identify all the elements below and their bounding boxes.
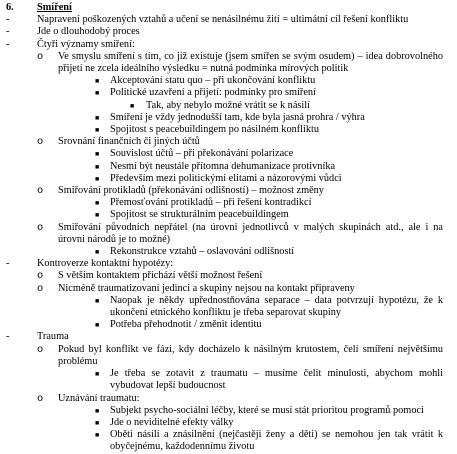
outline-item-text: Nicméně traumatizovaní jedinci a skupiny nejsou na kontakt připraveny bbox=[58, 282, 355, 294]
outline-item-text: Smíření je vždy jednodušší tam, kde byla jasná prohra / výhra bbox=[110, 111, 365, 123]
outline-item-text: Jde o neviditelné efekty války bbox=[110, 416, 234, 428]
outline-item-text: Srovnání finančních či jiných účtů bbox=[58, 136, 200, 148]
outline-item-text: Pokud byl konflikt ve fázi, kdy docházelo k násilným krutostem, čelí smíření největšímu problému bbox=[58, 343, 443, 367]
bullet-marker: ■ bbox=[95, 162, 100, 171]
outline-item-text: Smiřování protikladů (překonávání odlišností) – možnost změny bbox=[58, 185, 324, 197]
outline-item-level-0 bbox=[0, 331, 457, 343]
bullet-marker: ■ bbox=[95, 77, 100, 86]
outline-item-level-2 bbox=[0, 429, 457, 453]
bullet-marker: o bbox=[37, 221, 44, 234]
bullet-marker: ■ bbox=[95, 406, 100, 415]
bullet-marker: - bbox=[6, 26, 10, 38]
outline-item-level-3 bbox=[0, 100, 457, 112]
bullet-marker: o bbox=[37, 282, 44, 295]
outline-item-text: Smiřování původních nepřátel (na úrovni jednotlivců v malých skupinách atd., ale i na úrovni národů je to možné) bbox=[58, 221, 443, 245]
outline-item-text: Nesmí být neustále přítomna dehumanizace protivníka bbox=[110, 160, 336, 172]
outline-item-level-1 bbox=[0, 270, 457, 282]
outline-item-level-2 bbox=[0, 246, 457, 258]
outline-item-text: Přemosťování protikladů – při řešení kontradikcí bbox=[110, 197, 312, 209]
outline-item-text: Akceptování statu quo – při ukončování konfliktu bbox=[110, 75, 316, 87]
outline-item-level-1 bbox=[0, 185, 457, 197]
outline-item-level-2 bbox=[0, 161, 457, 173]
outline-item-text: Spojitost s peacebuildingem po násilném konfliktu bbox=[110, 124, 320, 136]
outline-item-level-2 bbox=[0, 368, 457, 392]
outline-item-text: Ve smyslu smíření s tím, co již existuje (jsem smířen se svým osudem) – idea dobrovolného přijetí ne zcela ideálního výsledku = nutná podmínka mírových politik bbox=[58, 50, 443, 75]
outline-item-level-0 bbox=[0, 26, 457, 38]
outline-item-level-1 bbox=[0, 393, 457, 405]
outline-item-level-1 bbox=[0, 136, 457, 148]
outline-item-level-0 bbox=[0, 14, 457, 26]
bullet-marker: o bbox=[37, 50, 44, 63]
outline-item-text: Potřeba přehodnotit / změnit identitu bbox=[110, 319, 262, 331]
bullet-marker: ■ bbox=[95, 126, 100, 135]
outline-item-text: Uznávání traumatu: bbox=[58, 392, 140, 404]
bullet-marker: ■ bbox=[95, 370, 100, 379]
outline-item-level-2 bbox=[0, 417, 457, 429]
bullet-marker: ■ bbox=[95, 199, 100, 208]
outline-item-level-2 bbox=[0, 209, 457, 221]
outline-item-text: Kontroverze kontaktní hypotézy: bbox=[37, 258, 174, 270]
bullet-marker: o bbox=[37, 136, 44, 149]
bullet-marker: o bbox=[37, 343, 44, 356]
bullet-marker: ■ bbox=[95, 174, 100, 183]
bullet-marker: ■ bbox=[130, 101, 135, 110]
outline-item-level-0 bbox=[0, 258, 457, 270]
bullet-marker: - bbox=[6, 258, 10, 270]
outline-item-level-2 bbox=[0, 405, 457, 417]
bullet-marker: ■ bbox=[95, 321, 100, 330]
section-number: 6. bbox=[6, 2, 14, 13]
outline-item-text: Naopak je někdy upřednostňována separace – data potvrzují hypotézu, že k ukončení etnického konfliktu je třeba separovat skupiny bbox=[110, 294, 443, 319]
bullet-marker: - bbox=[6, 331, 10, 343]
outline-item-text: Tak, aby nebylo možné vrátit se k násilí bbox=[146, 99, 310, 111]
outline-item-text: Jde o dlouhodobý proces bbox=[37, 26, 140, 38]
section-heading bbox=[0, 2, 457, 14]
outline-item-text: Subjekt psycho-sociální léčby, které se musí stát prioritou programů pomoci bbox=[110, 404, 424, 416]
bullet-marker: - bbox=[6, 14, 10, 26]
section-title: Smíření bbox=[37, 2, 72, 13]
outline-item-text: Souvislost účtů – při překonávání polarizace bbox=[110, 148, 294, 160]
outline-item-text: S větším kontaktem přichází větší možnost řešení bbox=[58, 270, 263, 282]
outline-item-text: Trauma bbox=[37, 331, 69, 343]
outline-item-level-2 bbox=[0, 197, 457, 209]
bullet-marker: ■ bbox=[95, 431, 100, 440]
bullet-marker: ■ bbox=[95, 248, 100, 257]
outline-item-level-1 bbox=[0, 344, 457, 368]
outline-item-level-2 bbox=[0, 124, 457, 136]
bullet-marker: ■ bbox=[95, 418, 100, 427]
outline-item-level-2 bbox=[0, 319, 457, 331]
bullet-marker: ■ bbox=[95, 113, 100, 122]
outline-item-level-0 bbox=[0, 39, 457, 51]
outline-item-text: Je třeba se zotavit z traumatu – musíme čelit minulosti, abychom mohli vybudovat lepší budoucnost bbox=[110, 368, 443, 392]
outline-item-text: Rekonstrukce vztahů – oslavování odlišností bbox=[110, 246, 295, 258]
outline-item-level-1 bbox=[0, 222, 457, 246]
outline-list bbox=[0, 14, 457, 453]
outline-item-level-2 bbox=[0, 148, 457, 160]
outline-item-text: Oběti násilí a znásilnění (nejčastěji ženy a děti) se nemohou jen tak vrátit k obyčejnému, každodennímu životu bbox=[110, 429, 443, 453]
bullet-marker: o bbox=[37, 392, 44, 405]
outline-item-level-1 bbox=[0, 283, 457, 295]
outline-item-level-2 bbox=[0, 295, 457, 319]
outline-item-level-1 bbox=[0, 51, 457, 75]
outline-item-text: Především mezi politickými elitami a názorovými vůdci bbox=[110, 172, 342, 184]
outline-item-text: Napravení poškozených vztahů a učení se nenásilnému žití = ultimátní cíl řešení konfliktu bbox=[37, 14, 409, 26]
outline-item-text: Politické uzavření a přijetí: podmínky pro smíření bbox=[110, 87, 316, 99]
bullet-marker: ■ bbox=[95, 89, 100, 98]
outline-item-text: Čtyři významy smíření: bbox=[37, 38, 135, 50]
bullet-marker: o bbox=[37, 270, 44, 283]
bullet-marker: - bbox=[6, 38, 10, 50]
bullet-marker: ■ bbox=[95, 211, 100, 220]
outline-item-level-2 bbox=[0, 173, 457, 185]
bullet-marker: ■ bbox=[95, 296, 100, 305]
outline-item-level-2 bbox=[0, 112, 457, 124]
outline-item-level-2 bbox=[0, 75, 457, 87]
outline-item-level-2 bbox=[0, 87, 457, 99]
outline-item-text: Spojitost se strukturálním peacebuildingem bbox=[110, 209, 289, 221]
bullet-marker: ■ bbox=[95, 150, 100, 159]
bullet-marker: o bbox=[37, 185, 44, 198]
